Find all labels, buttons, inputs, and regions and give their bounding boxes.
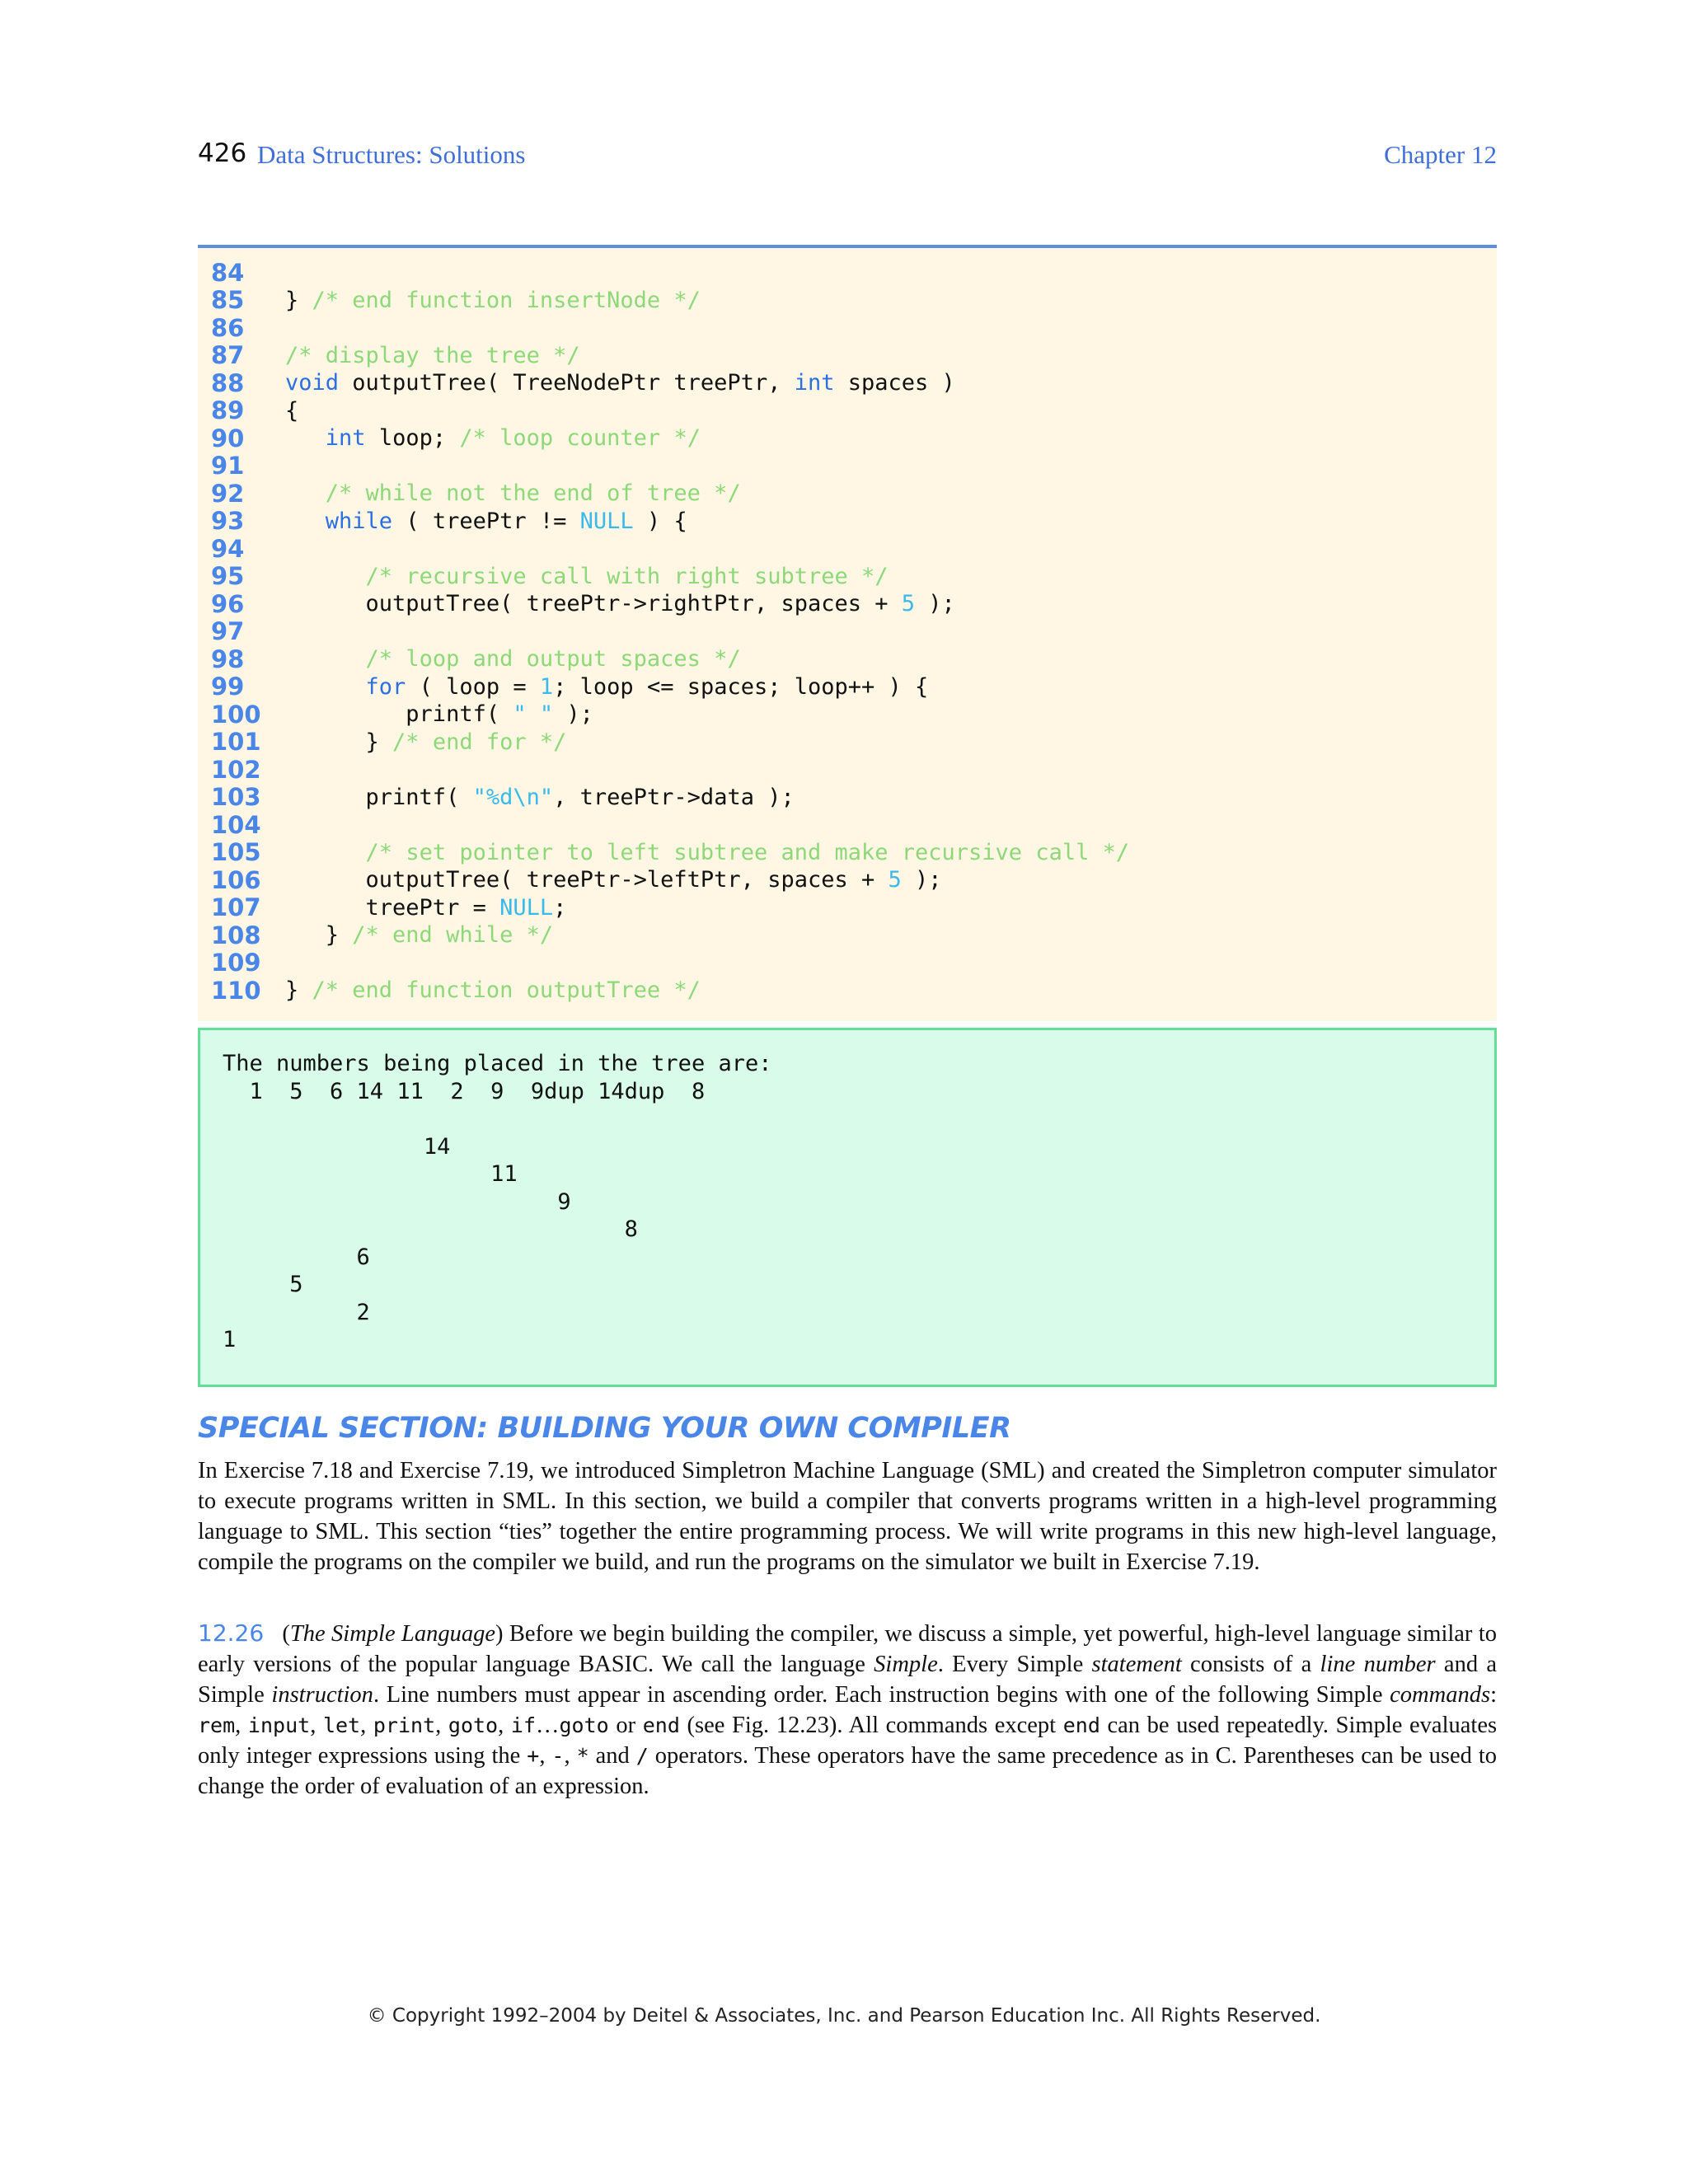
code-token: /* display the tree */ xyxy=(285,342,580,368)
command-if: if xyxy=(510,1713,536,1737)
code-token: } xyxy=(285,729,393,755)
code-line xyxy=(198,618,1129,646)
section-heading: SPECIAL SECTION: BUILDING YOUR OWN COMPILER xyxy=(198,1412,1011,1445)
code-token: } xyxy=(285,922,353,949)
code-token: 1 xyxy=(539,673,554,700)
code-token: /* end function insertNode */ xyxy=(312,287,701,313)
code-token: printf( xyxy=(285,701,513,728)
operator-multiply: * xyxy=(576,1744,589,1768)
text: and a Simple xyxy=(198,1652,1498,1708)
code-token: spaces ) xyxy=(834,370,955,396)
operator-plus: + xyxy=(527,1744,540,1768)
code-token: ( treePtr != xyxy=(392,508,580,534)
code-token: /* loop and output spaces */ xyxy=(365,646,741,673)
line-number: 106 xyxy=(211,865,261,894)
code-line xyxy=(198,894,1129,922)
code-listing xyxy=(198,245,1497,1021)
code-token: /* recursive call with right subtree */ xyxy=(365,563,889,589)
intro-paragraph: In Exercise 7.18 and Exercise 7.19, we introduced Simpletron Machine Language (SML) and created the Simpletron computer simulator to execute programs written in SML. In this section, we build a compiler that converts programs written in a high-level programming language to SML. This section “ties” together the entire programming process. We will write programs in this new high-level language, compile the programs on the compiler we build, and run the programs on the simulator we built in Exercise 7.19. xyxy=(198,1458,1497,1575)
code-token: { xyxy=(285,397,299,424)
code-line xyxy=(198,342,1129,370)
command-end: end xyxy=(642,1713,680,1737)
code-token xyxy=(285,425,326,451)
line-number: 92 xyxy=(211,479,245,508)
code-token: " " xyxy=(513,701,554,728)
code-token: ); xyxy=(901,867,942,893)
code-line xyxy=(198,701,1129,729)
code-token xyxy=(285,674,366,700)
line-number: 88 xyxy=(211,368,245,397)
page-number: 426 xyxy=(198,138,247,168)
code-token: ; xyxy=(553,894,567,921)
line-number: 101 xyxy=(211,728,261,757)
output-line: 9 xyxy=(223,1188,571,1215)
code-text xyxy=(285,509,687,534)
code-text xyxy=(285,646,741,672)
text-italic: instruction xyxy=(271,1682,373,1708)
command-goto: goto xyxy=(559,1713,609,1737)
code-line xyxy=(198,397,1129,425)
code-text xyxy=(285,370,955,396)
code-token: ; loop <= spaces; loop++ ) { xyxy=(553,673,929,700)
code-token: ); xyxy=(553,701,593,728)
command-goto: goto xyxy=(448,1713,499,1737)
output-line: 1 5 6 14 11 2 9 9dup 14dup 8 xyxy=(223,1078,706,1104)
command-let: let xyxy=(322,1713,361,1737)
line-number: 84 xyxy=(211,258,245,287)
code-text xyxy=(285,840,1129,865)
code-line xyxy=(198,729,1129,757)
code-line xyxy=(198,784,1129,812)
code-line xyxy=(198,259,1129,287)
code-token: outputTree( treePtr->rightPtr, spaces + xyxy=(285,591,902,617)
command-end: end xyxy=(1062,1713,1100,1737)
output-line: 2 xyxy=(223,1299,370,1325)
line-number: 91 xyxy=(211,452,245,480)
line-number: 93 xyxy=(211,507,245,536)
code-line xyxy=(198,452,1129,480)
text: , xyxy=(564,1743,577,1769)
code-line xyxy=(198,480,1129,508)
code-token xyxy=(285,509,326,534)
line-number: 90 xyxy=(211,424,245,452)
output-line: 11 xyxy=(223,1161,518,1187)
output-line xyxy=(223,1105,771,1133)
text: , xyxy=(310,1713,323,1738)
line-number: 107 xyxy=(211,893,261,922)
code-line xyxy=(198,977,1129,1005)
text-italic: statement xyxy=(1091,1652,1182,1677)
code-token: } xyxy=(285,287,312,313)
output-line: 14 xyxy=(223,1133,451,1160)
text: and xyxy=(588,1743,636,1769)
line-number: 95 xyxy=(211,562,245,591)
code-line xyxy=(198,811,1129,839)
code-token: ) { xyxy=(633,508,687,534)
line-number: 102 xyxy=(211,755,261,784)
code-text xyxy=(285,977,701,1003)
text: can be used repeatedly. Simple evaluates only integer expressions using the xyxy=(198,1713,1498,1769)
code-line xyxy=(198,645,1129,673)
code-text xyxy=(285,288,701,313)
line-number: 96 xyxy=(211,589,245,618)
text: , xyxy=(235,1713,248,1738)
text-italic: line number xyxy=(1320,1652,1436,1677)
code-lines xyxy=(198,259,1129,1005)
code-line xyxy=(198,756,1129,784)
command-input: input xyxy=(247,1713,311,1737)
code-token: outputTree( TreeNodePtr treePtr, xyxy=(339,370,795,396)
operator-minus: - xyxy=(551,1744,565,1768)
code-line xyxy=(198,949,1129,977)
code-token: /* end while */ xyxy=(352,922,554,949)
text: Before we begin building the compiler, we discuss a simple, yet powerful, high-level language similar to early versions of the popular language BASIC. We call the language xyxy=(198,1621,1497,1677)
text: , xyxy=(539,1743,552,1769)
copyright-footer: © Copyright 1992–2004 by Deitel & Associates, Inc. and Pearson Education Inc. All Rights Reserved. xyxy=(367,2005,1321,2027)
code-line xyxy=(198,866,1129,894)
text-italic: Simple xyxy=(874,1652,938,1677)
code-text xyxy=(285,343,580,368)
line-number: 99 xyxy=(211,673,245,701)
line-number: 85 xyxy=(211,286,245,315)
code-token: 5 xyxy=(888,867,902,893)
text: or xyxy=(608,1713,643,1738)
code-token: ); xyxy=(915,591,955,617)
line-number: 98 xyxy=(211,644,245,673)
command-print: print xyxy=(373,1713,436,1737)
code-token: /* end for */ xyxy=(392,729,567,755)
output-line: 6 xyxy=(223,1244,370,1270)
line-number: 97 xyxy=(211,617,245,646)
line-number: 110 xyxy=(211,976,261,1005)
text: . Every Simple xyxy=(937,1652,1092,1677)
text: , xyxy=(498,1713,511,1738)
code-line xyxy=(198,424,1129,452)
code-token: while xyxy=(325,508,393,534)
text: operators. These operators have the same precedence as in C. Parentheses can be used to change the order of evaluation of an expression. xyxy=(198,1743,1498,1799)
running-title: Data Structures: Solutions xyxy=(257,140,526,169)
text: consists of a xyxy=(1181,1652,1320,1677)
output-lines xyxy=(223,1050,771,1354)
line-number: 109 xyxy=(211,949,261,977)
output-line: 5 xyxy=(223,1272,303,1297)
text: . Line numbers must appear in ascending order. Each instruction begins with one of the following Simple xyxy=(373,1682,1390,1708)
code-line xyxy=(198,590,1129,618)
code-text xyxy=(285,785,795,810)
exercise-paragraph: 12.26 (The Simple Language) Before we begin building the compiler, we discuss a simple, yet powerful, high-level language similar to early versions of the popular language BASIC. We call the language Simple. Every Simple statement consists of a line number and a Simple instruction. Line numbers must appear in ascending order. Each instruction begins with one of the following Simple commands: rem, input, let, print, goto, if…goto or end (see Fig. 12.23). All commands except end can be used repeatedly. Simple evaluates only integer expressions using the +, -, * and / operators. These operators have the same precedence as in C. Parentheses can be used to change the order of evaluation of an expression. xyxy=(198,1619,1498,1799)
text: … xyxy=(536,1713,560,1738)
text: , xyxy=(360,1713,373,1738)
code-line xyxy=(198,287,1129,315)
code-token: /* loop counter */ xyxy=(459,425,701,452)
code-text xyxy=(285,701,593,727)
output-line: 8 xyxy=(223,1216,638,1242)
code-token: /* set pointer to left subtree and make recursive call */ xyxy=(365,839,1130,865)
line-number: 87 xyxy=(211,341,245,370)
program-output xyxy=(198,1028,1497,1387)
code-line xyxy=(198,563,1129,591)
code-token: } xyxy=(285,977,312,1004)
output-line: The numbers being placed in the tree are: xyxy=(223,1051,772,1076)
command-rem: rem xyxy=(198,1713,236,1737)
code-token: /* while not the end of tree */ xyxy=(325,480,741,507)
code-line xyxy=(198,921,1129,949)
code-text xyxy=(285,674,928,700)
code-token: for xyxy=(365,673,406,700)
code-token: void xyxy=(285,370,340,396)
line-number: 89 xyxy=(211,396,245,425)
code-text xyxy=(285,425,701,451)
text: , xyxy=(435,1713,448,1738)
line-number: 103 xyxy=(211,783,261,812)
page-header xyxy=(198,138,1497,180)
code-line xyxy=(198,369,1129,397)
code-text xyxy=(285,564,889,589)
code-token: "%d\n" xyxy=(472,784,554,810)
code-token: int xyxy=(325,425,366,452)
code-text xyxy=(285,729,566,755)
code-token: printf( xyxy=(285,784,473,810)
exercise-title: The Simple Language xyxy=(289,1621,495,1647)
code-line xyxy=(198,839,1129,867)
line-number: 86 xyxy=(211,313,245,342)
text: : xyxy=(1490,1682,1497,1708)
code-token: treePtr = xyxy=(285,894,500,921)
code-token xyxy=(285,840,366,865)
code-token: ( loop = xyxy=(406,673,540,700)
exercise-number: 12.26 xyxy=(198,1619,265,1647)
code-text xyxy=(285,895,566,921)
line-number: 94 xyxy=(211,534,245,563)
code-text xyxy=(285,398,298,424)
code-text xyxy=(285,480,741,506)
code-line xyxy=(198,673,1129,701)
code-token: int xyxy=(794,370,835,396)
code-token xyxy=(285,480,326,506)
chapter-label: Chapter 12 xyxy=(1384,140,1497,169)
code-token: outputTree( treePtr->leftPtr, spaces + xyxy=(285,867,889,893)
code-token: , treePtr->data ); xyxy=(553,784,795,810)
line-number: 108 xyxy=(211,921,261,949)
text: (see Fig. 12.23). All commands except xyxy=(679,1713,1063,1738)
line-number: 105 xyxy=(211,838,261,867)
code-line xyxy=(198,535,1129,563)
code-token: /* end function outputTree */ xyxy=(312,977,701,1004)
code-line xyxy=(198,314,1129,342)
line-number: 100 xyxy=(211,700,261,729)
code-text xyxy=(285,922,553,948)
code-text xyxy=(285,867,942,893)
code-line xyxy=(198,508,1129,536)
code-token: loop; xyxy=(365,425,460,452)
code-token xyxy=(285,646,366,672)
text-italic: commands xyxy=(1390,1682,1491,1708)
code-token: 5 xyxy=(901,591,916,617)
line-number: 104 xyxy=(211,810,261,839)
operator-divide: / xyxy=(635,1744,649,1768)
output-line: 1 xyxy=(223,1327,237,1352)
code-token: NULL xyxy=(579,508,634,534)
code-text xyxy=(285,591,955,616)
code-token: NULL xyxy=(499,894,554,921)
code-token xyxy=(285,564,366,589)
